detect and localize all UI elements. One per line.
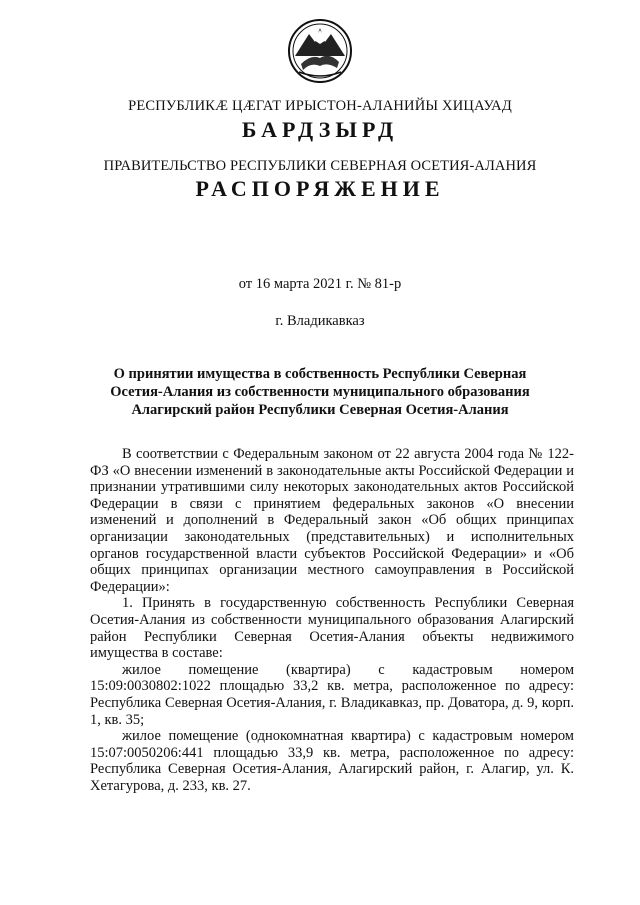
body-paragraph-item-1: 1. Принять в государственную собственность Республики Северная Осетия-Алания из собственности муниципального образования Алагирский район Республики Северная Осетия-Алания объекты недвижимого имущества в составе: — [90, 595, 574, 662]
coat-of-arms-emblem — [287, 18, 353, 84]
russian-doc-type: РАСПОРЯЖЕНИЕ — [195, 176, 445, 201]
ossetian-doc-type: БАРДЗЫРД — [241, 117, 399, 142]
document-title — [0, 365, 640, 419]
body-paragraph-property-2: жилое помещение (однокомнатная квартира) с кадастровым номером 15:07:0050206:441 площадью 33,9 кв. метра, расположенное по адресу: Республика Северная Осетия-Алания, Алагирский район, г. Алагир, ул. К. Хетагурова, д. 233, кв. 27. — [90, 728, 574, 794]
russian-government-header: ПРАВИТЕЛЬСТВО РЕСПУБЛИКИ СЕВЕРНАЯ ОСЕТИЯ-АЛАНИЯ — [103, 158, 537, 174]
title-line: О принятии имущества в собственность Республики Северная — [113, 366, 527, 382]
document-city: г. Владикавказ — [275, 313, 365, 329]
body-paragraph-preamble: В соответствии с Федеральным законом от 22 августа 2004 года № 122-ФЗ «О внесении изменений в законодательные акты Российской Федерации и признании утратившими силу некоторых законодательных актов Российской Федерации в связи с принятием федеральных законов «О внесении изменений и дополнений в Федеральный закон «Об общих принципах организации законодательных (представительных) и исполнительных органов государственной власти субъектов Российской Федерации» и «Об общих принципах организации местного самоуправления в Российской Федерации»: — [90, 446, 574, 595]
document-date: от 16 марта 2021 г. № 81-р — [238, 276, 402, 292]
document-body — [90, 446, 574, 794]
ossetian-republic-header: РЕСПУБЛИКӔ ЦӔГАТ ИРЫСТОН-АЛАНИЙЫ ХИЦАУАД — [128, 98, 512, 114]
body-paragraph-property-1: жилое помещение (квартира) с кадастровым номером 15:09:0030802:1022 площадью 33,2 кв. метра, расположенное по адресу: Республика Северная Осетия-Алания, г. Владикавказ, пр. Доватора, д. 9, корп. 1, кв. 35; — [90, 661, 574, 728]
title-line: Осетия-Алания из собственности муниципального образования — [110, 384, 530, 400]
title-line: Алагирский район Республики Северная Осетия-Алания — [131, 402, 509, 418]
